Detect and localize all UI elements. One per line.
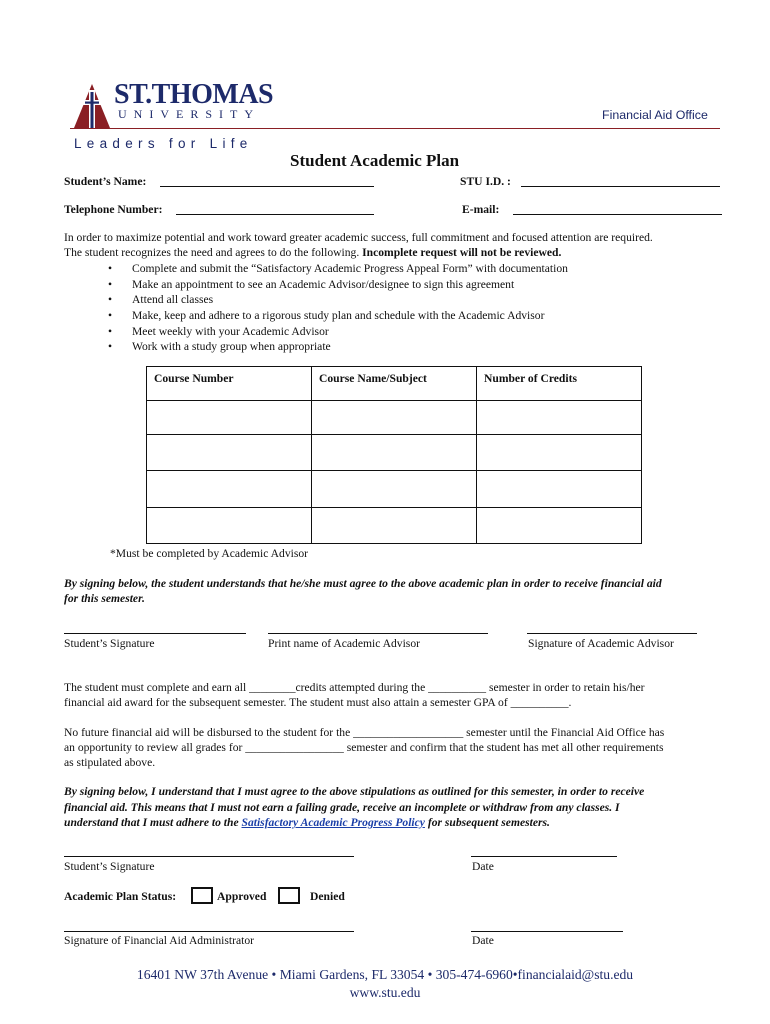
advisor-signature-field[interactable] [527, 633, 697, 634]
table-column-divider [476, 367, 477, 543]
agreement-2-line-3 [64, 815, 550, 830]
agreement-2-line-3-end: for subsequent semesters. [427, 816, 550, 829]
plan-status-label: Academic Plan Status: [64, 890, 177, 903]
student-signature-label-2: Student’s Signature [64, 860, 155, 873]
requirements-list [132, 261, 568, 355]
sap-policy-link[interactable]: Satisfactory Academic Progress Policy [241, 816, 425, 829]
denied-label: Denied [310, 890, 345, 903]
student-signature-field[interactable] [64, 633, 246, 634]
stu-id-label: STU I.D. : [460, 175, 511, 188]
student-date-label: Date [472, 860, 494, 873]
table-row-divider [147, 434, 641, 435]
administrator-date-field[interactable] [471, 931, 623, 932]
telephone-field[interactable] [176, 214, 374, 215]
footer-website: www.stu.edu [349, 985, 421, 1000]
course-table [146, 366, 642, 544]
agreement-2-line-2: financial aid. This means that I must not earn a failing grade, receive an incomplete or withdraw from any classes. I [64, 801, 620, 814]
table-column-divider [311, 367, 312, 543]
agreement-2-line-3-start: understand that I must adhere to the [64, 816, 239, 829]
email-field[interactable] [513, 214, 722, 215]
student-name-field[interactable] [160, 186, 374, 187]
disburse-line-2: an opportunity to review all grades for _________________ semester and confirm that the student has met all other requirements [64, 741, 664, 754]
table-note: *Must be completed by Academic Advisor [110, 547, 309, 560]
intro-line-1: In order to maximize potential and work toward greater academic success, full commitment and focused attention are required. [64, 231, 653, 244]
table-row-divider [147, 400, 641, 401]
agreement-2-line-1: By signing below, I understand that I must agree to the above stipulations as outlined for this semester, in order to receive [64, 785, 645, 798]
disburse-line-1: No future financial aid will be disbursed to the student for the ___________________ semester until the Financial Aid Office has [64, 726, 665, 739]
advisor-print-name-field[interactable] [268, 633, 488, 634]
list-item: • Make, keep and adhere to a rigorous study plan and schedule with the Academic Advisor [132, 308, 568, 324]
office-label: Financial Aid Office [602, 108, 708, 122]
student-name-label: Student’s Name: [64, 175, 147, 188]
list-item: • Work with a study group when appropriate [132, 339, 568, 355]
student-signature-field-2[interactable] [64, 856, 354, 857]
intro-line-2-text: The student recognizes the need and agrees to do the following. [64, 246, 360, 259]
student-date-field[interactable] [471, 856, 617, 857]
administrator-signature-label: Signature of Financial Aid Administrator [64, 934, 254, 947]
disburse-line-3: as stipulated above. [64, 756, 156, 769]
approved-checkbox[interactable] [191, 887, 213, 904]
stu-id-field[interactable] [521, 186, 720, 187]
tagline: Leaders for Life [74, 136, 253, 151]
intro-line-2 [64, 245, 561, 260]
university-crest-icon [74, 84, 110, 128]
list-item: • Complete and submit the “Satisfactory Academic Progress Appeal Form” with documentation [132, 261, 568, 277]
credits-line-2: financial aid award for the subsequent semester. The student must also attain a semester GPA of __________. [64, 696, 572, 709]
table-row-divider [147, 470, 641, 471]
table-header-credits: Number of Credits [484, 372, 577, 385]
list-item: • Meet weekly with your Academic Advisor [132, 324, 568, 340]
telephone-label: Telephone Number: [64, 203, 163, 216]
table-header-course-number: Course Number [154, 372, 234, 385]
list-item: • Make an appointment to see an Academic Advisor/designee to sign this agreement [132, 277, 568, 293]
denied-checkbox[interactable] [278, 887, 300, 904]
incomplete-warning: Incomplete request will not be reviewed. [362, 246, 562, 259]
administrator-date-label: Date [472, 934, 494, 947]
agreement-1-line-1: By signing below, the student understands that he/she must agree to the above academic plan in order to receive financial aid [64, 577, 662, 590]
approved-label: Approved [217, 890, 267, 903]
administrator-signature-field[interactable] [64, 931, 354, 932]
logo-university-label: UNIVERSITY [118, 107, 260, 121]
table-header-course-name: Course Name/Subject [319, 372, 427, 385]
table-row-divider [147, 507, 641, 508]
email-label: E-mail: [462, 203, 500, 216]
footer-address: 16401 NW 37th Avenue • Miami Gardens, FL 33054 • 305-474-6960•financialaid@stu.edu [136, 967, 634, 982]
header-divider [70, 128, 720, 129]
list-item: • Attend all classes [132, 292, 568, 308]
credits-line-1: The student must complete and earn all ________credits attempted during the __________ semester in order to retain his/her [64, 681, 645, 694]
logo-wordmark: ST.THOMAS [114, 79, 274, 110]
page-title: Student Academic Plan [290, 151, 460, 170]
advisor-print-name-label: Print name of Academic Advisor [268, 637, 420, 650]
student-signature-label: Student’s Signature [64, 637, 155, 650]
advisor-signature-label: Signature of Academic Advisor [528, 637, 674, 650]
agreement-1-line-2: for this semester. [64, 592, 145, 605]
